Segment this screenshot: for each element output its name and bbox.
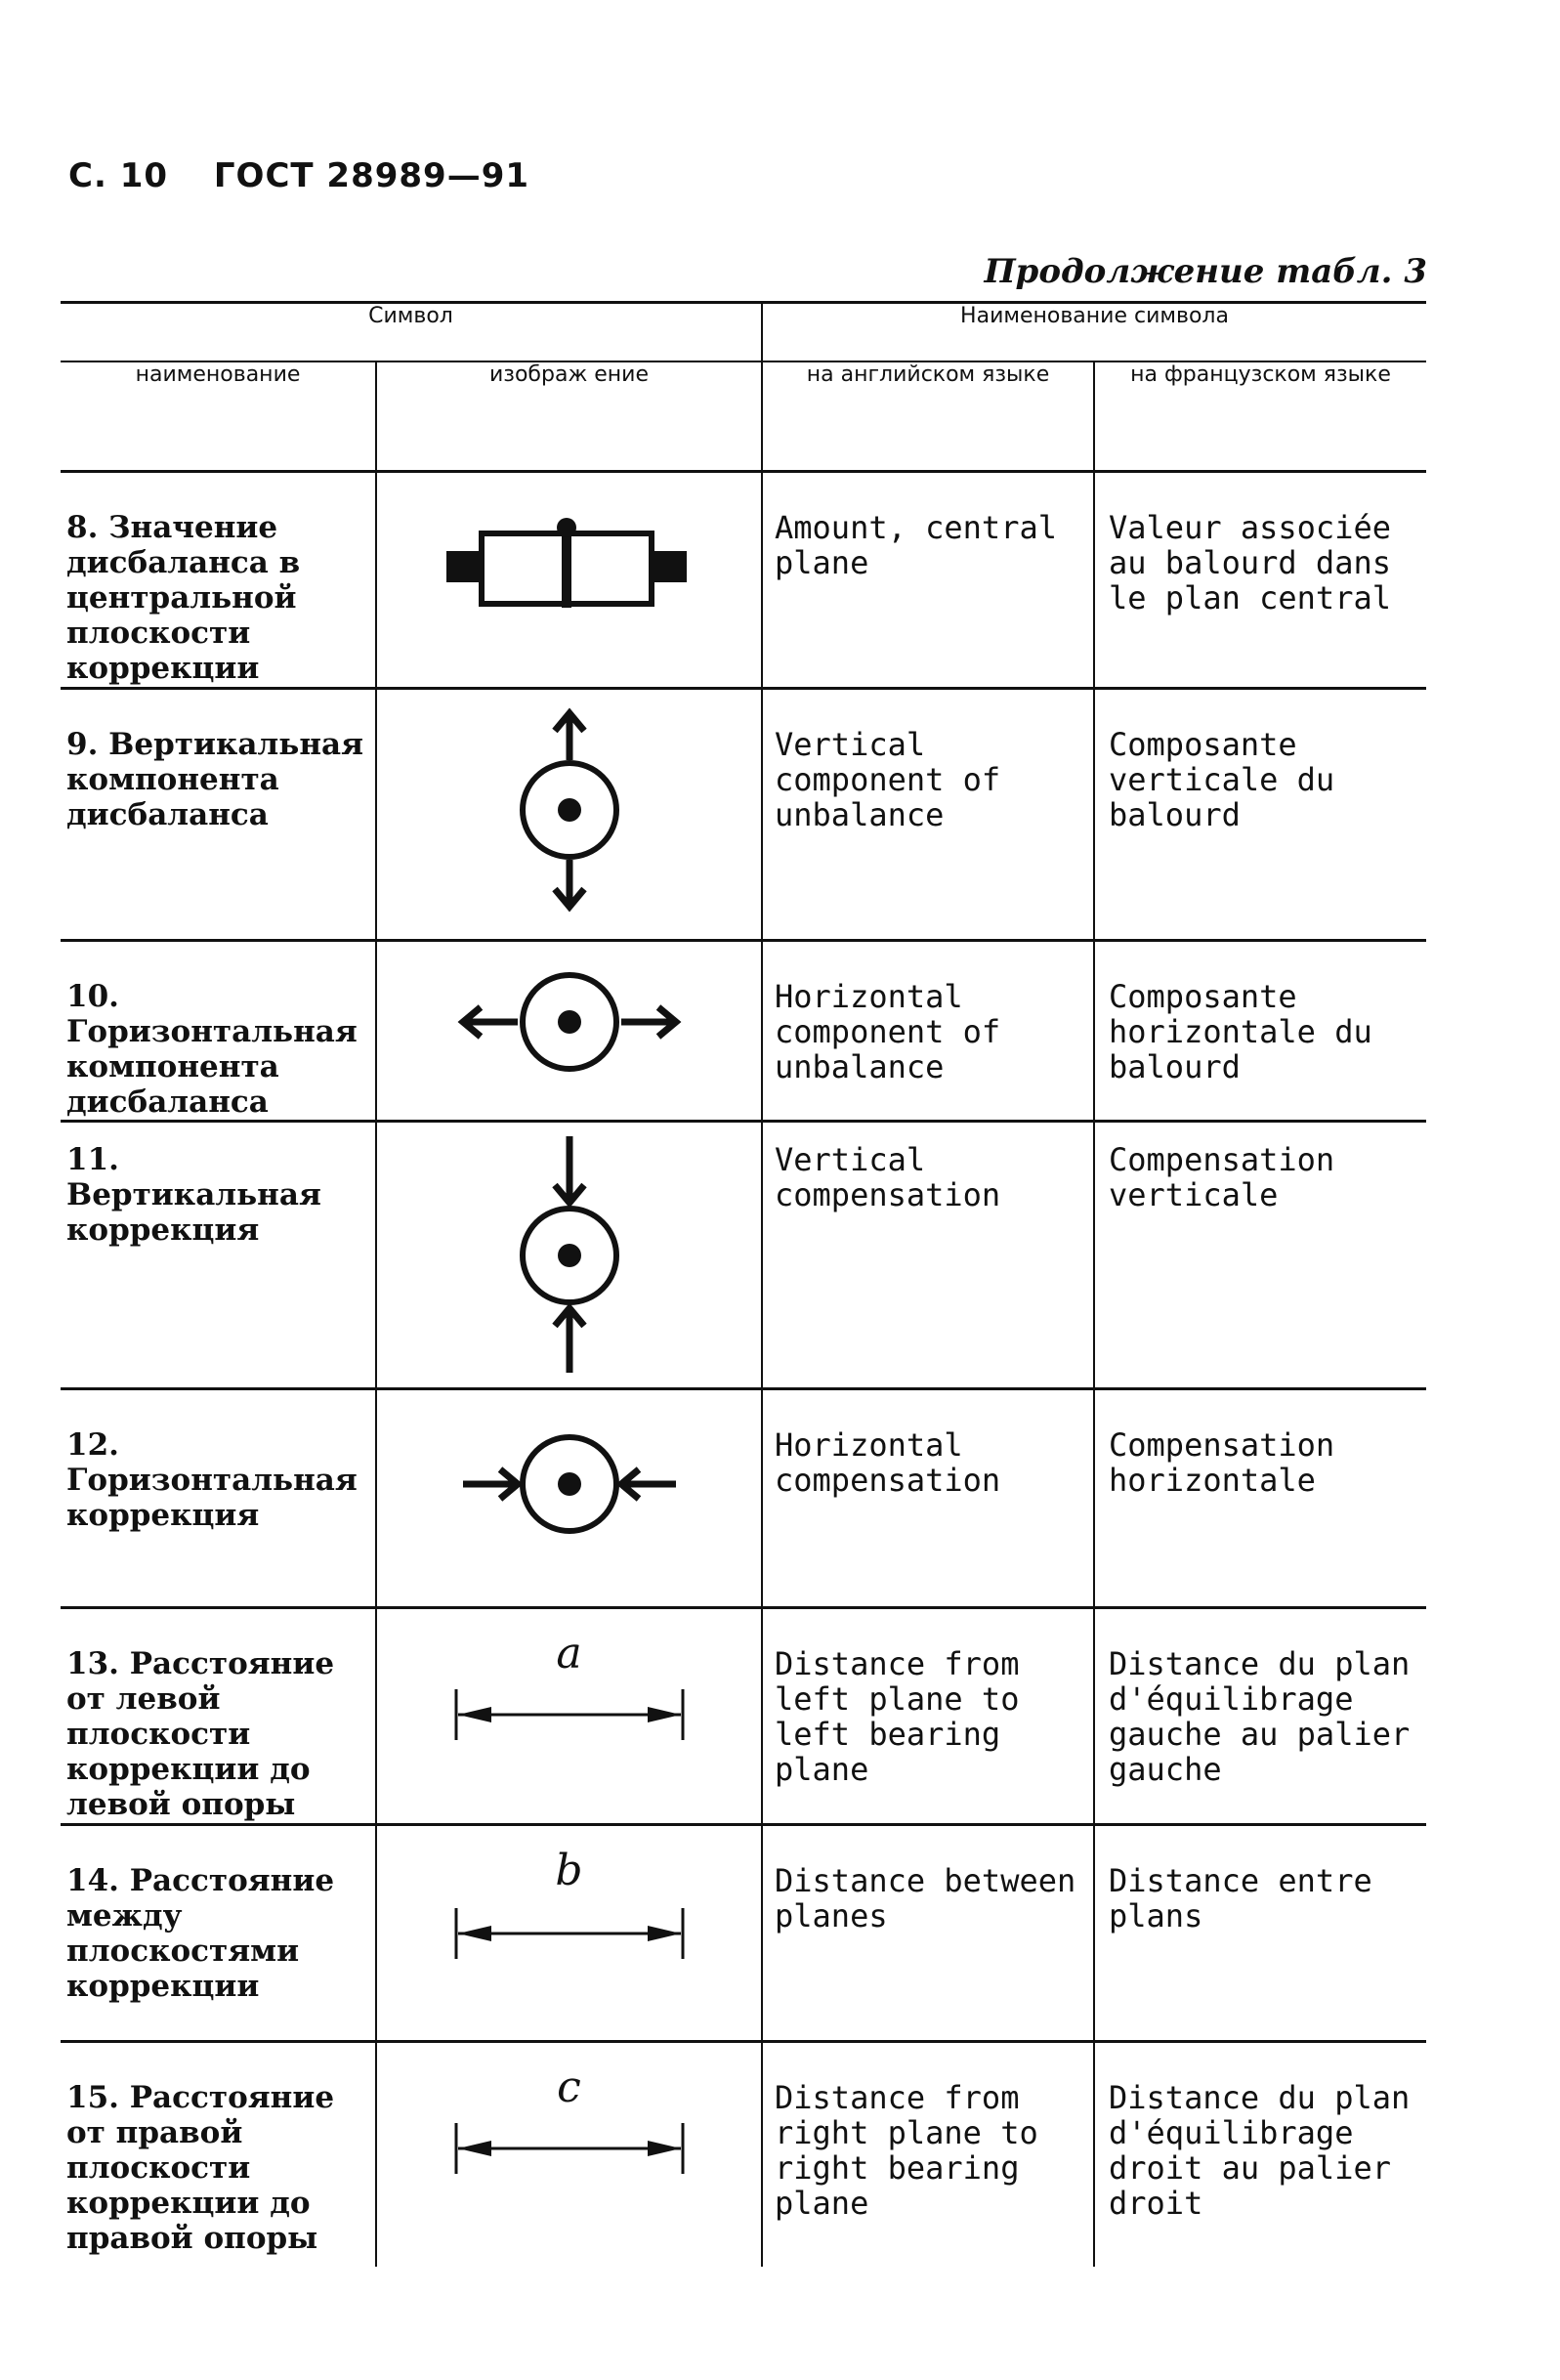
table-row	[61, 689, 1426, 941]
row-name: 13. Расстояние от левой плоскости коррекции до левой опоры	[61, 1608, 376, 1825]
symbol-cell	[376, 1122, 762, 1389]
symbol-cell	[376, 472, 762, 689]
header-french: на французском языке	[1094, 361, 1426, 472]
row-french: Distance entre plans	[1094, 1825, 1426, 2042]
row-name: 15. Расстояние от правой плоскости коррекции до правой опоры	[61, 2042, 376, 2267]
header-symbol: Символ	[61, 303, 762, 362]
left-distance-dimension-icon	[452, 1685, 687, 1744]
row-english: Vertical component of unbalance	[762, 689, 1094, 941]
symbol-cell	[376, 689, 762, 941]
table-row	[61, 941, 1426, 1122]
symbol-cell	[376, 941, 762, 1122]
row-name: 10. Горизонтальная компонента дисбаланса	[61, 941, 376, 1122]
horizontal-compensation-icon	[457, 1425, 682, 1543]
symbol-cell	[376, 1825, 762, 2042]
row-french: Distance du plan d'équilibrage droit au palier droit	[1094, 2042, 1426, 2267]
row-english: Horizontal compensation	[762, 1389, 1094, 1608]
table-row	[61, 472, 1426, 689]
row-french: Composante verticale du balourd	[1094, 689, 1426, 941]
row-french: Valeur associée au balourd dans le plan central	[1094, 472, 1426, 689]
row-english: Horizontal component of unbalance	[762, 941, 1094, 1122]
dimension-label: a	[556, 1629, 582, 1679]
header-symbol-name: Наименование символа	[762, 303, 1426, 362]
dimension-label: b	[555, 1846, 583, 1895]
row-name: 14. Расстояние между плоскостями коррекции	[61, 1825, 376, 2042]
table-row	[61, 1389, 1426, 1608]
table-row	[61, 1122, 1426, 1389]
row-english: Vertical compensation	[762, 1122, 1094, 1389]
page-number: С. 10	[68, 156, 169, 195]
row-french: Composante horizontale du balourd	[1094, 941, 1426, 1122]
central-plane-amount-icon	[443, 514, 696, 631]
table-row	[61, 1825, 1426, 2042]
table-row	[61, 2042, 1426, 2267]
row-english: Distance between planes	[762, 1825, 1094, 2042]
row-name: 9. Вертикальная компонента дисбаланса	[61, 689, 376, 941]
standard-number: ГОСТ 28989—91	[213, 156, 530, 195]
row-english: Distance from right plane to right bearing plane	[762, 2042, 1094, 2267]
row-french: Distance du plan d'équilibrage gauche au palier gauche	[1094, 1608, 1426, 1825]
right-distance-dimension-icon	[452, 2119, 687, 2178]
row-english: Distance from left plane to left bearing plane	[762, 1608, 1094, 1825]
between-planes-dimension-icon	[452, 1904, 687, 1963]
vertical-compensation-icon	[511, 1132, 628, 1377]
vertical-unbalance-icon	[511, 707, 628, 913]
header-image: изображ ение	[376, 361, 762, 472]
header-english: на английском языке	[762, 361, 1094, 472]
symbol-cell	[376, 1389, 762, 1608]
row-name: 8. Значение дисбаланса в центральной плоскости коррекции	[61, 472, 376, 689]
row-french: Compensation horizontale	[1094, 1389, 1426, 1608]
row-name: 12. Горизонтальная коррекция	[61, 1389, 376, 1608]
dimension-label: c	[557, 2062, 581, 2112]
table-row	[61, 1608, 1426, 1825]
symbol-table	[61, 301, 1426, 2267]
header-name: наименование	[135, 362, 301, 387]
symbol-cell	[376, 1608, 762, 1825]
table-continuation-caption: Продолжение табл. 3	[984, 252, 1427, 291]
row-english: Amount, central plane	[762, 472, 1094, 689]
row-name: 11. Вертикальная коррекция	[61, 1122, 376, 1389]
symbol-cell	[376, 2042, 762, 2267]
page-header	[68, 156, 563, 195]
horizontal-unbalance-icon	[457, 963, 682, 1081]
row-french: Compensation verticale	[1094, 1122, 1426, 1389]
